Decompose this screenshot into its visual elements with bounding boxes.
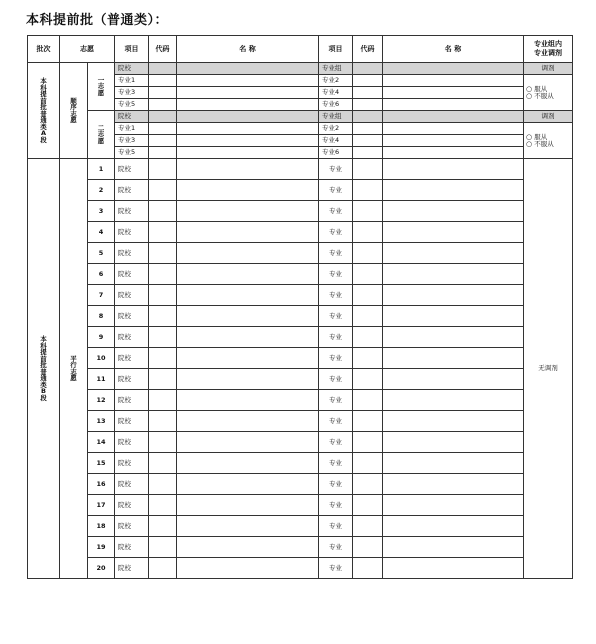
school-code-input[interactable] [149,327,177,348]
not-obey-label: 不服从 [534,91,554,100]
row-number: 14 [88,432,115,453]
volunteer-order-label-char: 愿 [97,136,105,145]
school-name-input[interactable] [177,411,319,432]
major-code-input[interactable] [149,147,177,159]
batch-label-b-char: 通 [40,374,47,382]
batch-label-b-char: 科 [40,341,47,350]
parallel-row [28,348,573,369]
row-number: 3 [88,201,115,222]
school-label: 院校 [115,348,149,369]
volunteer-order-label-char: 志 [97,130,105,139]
row-number: 7 [88,285,115,306]
row-number: 13 [88,411,115,432]
school-name-input[interactable] [177,243,319,264]
school-name-input[interactable] [177,201,319,222]
row-number: 16 [88,474,115,495]
mode-label-sequential-char: 顺 [70,96,77,105]
major-code-input[interactable] [353,159,383,180]
row-number: 9 [88,327,115,348]
major-name-input[interactable] [383,369,524,390]
batch-label-b-char: 类 [40,380,47,389]
major-code-input[interactable] [353,75,383,87]
major-label: 专业 [319,264,353,285]
major-code-input[interactable] [353,558,383,579]
parallel-row [28,558,573,579]
major-name-input[interactable] [383,453,524,474]
school-name-input[interactable] [177,390,319,411]
row-number: 15 [88,453,115,474]
major-label: 专业3 [115,87,149,99]
batch-label-b-char: 批 [40,361,47,369]
major-code-input[interactable] [353,243,383,264]
adjust-title: 调剂 [524,63,573,75]
row-number: 6 [88,264,115,285]
major-code-input[interactable] [353,201,383,222]
school-code-input[interactable] [149,432,177,453]
major-label: 专业 [319,453,353,474]
mode-label-parallel [60,159,88,579]
major-label: 专业 [319,222,353,243]
batch-label-b-char: B [41,387,46,395]
major-name-input[interactable] [383,99,524,111]
batch-label-a-char: 普 [40,109,47,118]
school-name-input[interactable] [177,180,319,201]
header-batch: 批次 [28,36,60,63]
header-code-right: 代码 [353,36,383,63]
volunteer-order-label-char: 二 [97,123,105,132]
segment-b [28,159,573,579]
school-name-input[interactable] [177,159,319,180]
school-code-input[interactable] [149,411,177,432]
school-name-input[interactable] [177,453,319,474]
major-name-input[interactable] [383,537,524,558]
major-code-input[interactable] [353,180,383,201]
major-code-input[interactable] [353,222,383,243]
major-name-input[interactable] [383,306,524,327]
school-label: 院校 [115,306,149,327]
major-label: 专业 [319,558,353,579]
parallel-row [28,369,573,390]
major-group-name-input[interactable] [383,63,524,75]
school-name-input[interactable] [177,369,319,390]
major-label: 专业 [319,348,353,369]
major-label: 专业 [319,327,353,348]
major-code-input[interactable] [149,75,177,87]
parallel-row [28,516,573,537]
form-title: 本科提前批（普通类）： [26,13,169,28]
major-group-label: 专业组 [319,111,353,123]
no-adjust-note: 无调剂 [524,159,573,579]
mode-label-parallel-char: 愿 [70,374,77,382]
header-adjust [524,36,573,63]
parallel-row [28,159,573,180]
header-code-left: 代码 [149,36,177,63]
major-code-input[interactable] [353,87,383,99]
row-number: 19 [88,537,115,558]
parallel-row [28,264,573,285]
major-name-input[interactable] [383,243,524,264]
school-code-input[interactable] [149,306,177,327]
school-code-input[interactable] [149,264,177,285]
row-number: 11 [88,369,115,390]
mode-label-sequential-char: 愿 [70,116,77,124]
major-code-input[interactable] [353,390,383,411]
parallel-row [28,411,573,432]
volunteer-group-row [28,63,573,75]
row-number: 1 [88,159,115,180]
major-name-input[interactable] [177,99,319,111]
school-label: 院校 [115,111,149,123]
parallel-row [28,474,573,495]
major-code-input[interactable] [353,537,383,558]
major-group-code-input[interactable] [353,63,383,75]
batch-label-a [28,63,60,159]
major-code-input[interactable] [149,87,177,99]
row-number: 8 [88,306,115,327]
header-adjust-line1: 专业组内 [534,40,562,49]
header-name-right: 名 称 [383,36,524,63]
school-name-input[interactable] [177,516,319,537]
major-name-input[interactable] [383,222,524,243]
batch-label-a-char: 提 [40,90,47,98]
row-number: 5 [88,243,115,264]
major-label: 专业 [319,474,353,495]
major-name-input[interactable] [383,390,524,411]
school-code-input[interactable] [149,111,177,123]
header-row [28,36,573,63]
parallel-row [28,327,573,348]
batch-label-a-char: 段 [40,135,47,144]
major-label: 专业 [319,411,353,432]
mode-label-sequential [60,63,88,159]
major-code-input[interactable] [353,147,383,159]
parallel-row [28,222,573,243]
major-label: 专业 [319,285,353,306]
school-code-input[interactable] [149,222,177,243]
school-name-input[interactable] [177,111,319,123]
batch-label-b-char: 前 [40,354,47,363]
major-name-input[interactable] [383,180,524,201]
school-code-input[interactable] [149,495,177,516]
school-label: 院校 [115,411,149,432]
batch-label-b-char: 普 [40,367,47,376]
adjust-options [524,75,573,111]
major-name-input[interactable] [383,474,524,495]
header-volunteer: 志愿 [60,36,115,63]
school-name-input[interactable] [177,558,319,579]
radio-circle-icon[interactable]: ○ [526,84,533,93]
header-adjust-line2: 专业调剂 [534,49,562,57]
major-label: 专业 [319,516,353,537]
major-code-input[interactable] [353,99,383,111]
major-code-input[interactable] [353,495,383,516]
school-code-input[interactable] [149,63,177,75]
major-code-input[interactable] [353,474,383,495]
school-name-input[interactable] [177,348,319,369]
header-item-left: 项目 [115,36,149,63]
school-label: 院校 [115,285,149,306]
school-code-input[interactable] [149,243,177,264]
major-name-input[interactable] [383,411,524,432]
school-name-input[interactable] [177,222,319,243]
school-label: 院校 [115,516,149,537]
major-label: 专业 [319,537,353,558]
not-obey-option[interactable] [526,93,570,100]
major-code-input[interactable] [353,516,383,537]
batch-label-a-char: 本 [40,77,47,85]
major-name-input[interactable] [383,264,524,285]
major-label: 专业 [319,306,353,327]
school-code-input[interactable] [149,201,177,222]
batch-label-b-char: 段 [40,393,47,402]
school-code-input[interactable] [149,159,177,180]
major-label: 专业 [319,495,353,516]
school-label: 院校 [115,537,149,558]
batch-label-a-char: 通 [40,116,47,124]
parallel-row [28,390,573,411]
parallel-row [28,495,573,516]
parallel-row [28,285,573,306]
school-label: 院校 [115,327,149,348]
school-label: 院校 [115,432,149,453]
major-label: 专业 [319,201,353,222]
school-code-input[interactable] [149,558,177,579]
school-label: 院校 [115,63,149,75]
volunteer-order-label [88,63,115,111]
major-code-input[interactable] [149,123,177,135]
major-label: 专业6 [319,147,353,159]
school-label: 院校 [115,390,149,411]
parallel-row [28,243,573,264]
school-name-input[interactable] [177,285,319,306]
major-name-input[interactable] [383,201,524,222]
mode-label-sequential-char: 志 [70,109,77,118]
major-code-input[interactable] [353,411,383,432]
major-name-input[interactable] [177,123,319,135]
major-name-input[interactable] [383,147,524,159]
header-item-right: 项目 [319,36,353,63]
major-label: 专业3 [115,135,149,147]
volunteer-order-label-char: 一 [97,75,105,84]
major-label: 专业 [319,159,353,180]
major-code-input[interactable] [353,285,383,306]
batch-label-a-char: 科 [40,83,47,92]
school-code-input[interactable] [149,390,177,411]
major-name-input[interactable] [383,87,524,99]
school-code-input[interactable] [149,453,177,474]
school-code-input[interactable] [149,516,177,537]
major-name-input[interactable] [177,135,319,147]
application-form-table [27,35,573,579]
adjust-title: 调剂 [524,111,573,123]
major-code-input[interactable] [353,306,383,327]
major-code-input[interactable] [353,453,383,474]
school-name-input[interactable] [177,327,319,348]
major-group-label: 专业组 [319,63,353,75]
major-name-input[interactable] [383,516,524,537]
volunteer-group-row [28,111,573,123]
major-code-input[interactable] [353,123,383,135]
batch-label-b [28,159,60,579]
major-label: 专业 [319,432,353,453]
parallel-row [28,537,573,558]
major-name-input[interactable] [383,159,524,180]
radio-circle-icon[interactable]: ○ [526,139,533,148]
volunteer-order-label [88,111,115,159]
row-number: 20 [88,558,115,579]
major-label: 专业1 [115,75,149,87]
row-number: 10 [88,348,115,369]
major-label: 专业5 [115,147,149,159]
batch-label-a-char: 批 [40,103,47,111]
parallel-row [28,180,573,201]
school-code-input[interactable] [149,285,177,306]
row-number: 18 [88,516,115,537]
major-name-input[interactable] [383,285,524,306]
school-label: 院校 [115,159,149,180]
major-name-input[interactable] [383,495,524,516]
parallel-row [28,453,573,474]
batch-label-a-char: 前 [40,96,47,105]
major-label: 专业 [319,369,353,390]
mode-label-parallel-char: 志 [70,367,77,376]
major-label: 专业1 [115,123,149,135]
major-name-input[interactable] [177,147,319,159]
major-code-input[interactable] [353,135,383,147]
row-number: 17 [88,495,115,516]
major-name-input[interactable] [177,87,319,99]
row-number: 12 [88,390,115,411]
batch-label-b-char: 提 [40,348,47,356]
school-label: 院校 [115,558,149,579]
school-name-input[interactable] [177,537,319,558]
school-name-input[interactable] [177,63,319,75]
mode-label-parallel-char: 行 [70,361,77,369]
school-code-input[interactable] [149,369,177,390]
obey-label: 服从 [534,132,548,141]
mode-label-sequential-char: 序 [70,103,77,111]
school-code-input[interactable] [149,537,177,558]
major-label: 专业2 [319,123,353,135]
school-label: 院校 [115,201,149,222]
mode-label-parallel-char: 平 [70,354,77,363]
not-obey-option[interactable] [526,141,570,148]
school-label: 院校 [115,243,149,264]
major-code-input[interactable] [353,369,383,390]
school-label: 院校 [115,180,149,201]
major-name-input[interactable] [383,432,524,453]
school-name-input[interactable] [177,495,319,516]
school-name-input[interactable] [177,264,319,285]
batch-label-b-char: 本 [40,335,47,343]
major-name-input[interactable] [177,75,319,87]
school-name-input[interactable] [177,474,319,495]
school-code-input[interactable] [149,348,177,369]
batch-label-a-char: A [40,129,47,137]
major-name-input[interactable] [383,123,524,135]
segment-a [28,63,573,159]
major-name-input[interactable] [383,558,524,579]
school-code-input[interactable] [149,474,177,495]
major-label: 专业5 [115,99,149,111]
school-label: 院校 [115,474,149,495]
batch-label-a-char: 类 [40,122,47,131]
major-name-input[interactable] [383,327,524,348]
not-obey-label: 不服从 [534,139,554,148]
school-label: 院校 [115,453,149,474]
major-label: 专业4 [319,135,353,147]
school-label: 院校 [115,264,149,285]
major-code-input[interactable] [149,135,177,147]
volunteer-order-label-char: 志 [97,82,105,91]
major-label: 专业 [319,180,353,201]
radio-circle-icon[interactable]: ○ [526,132,533,141]
school-name-input[interactable] [177,432,319,453]
school-label: 院校 [115,222,149,243]
major-name-input[interactable] [383,75,524,87]
adjust-options [524,123,573,159]
major-code-input[interactable] [353,327,383,348]
major-code-input[interactable] [353,348,383,369]
major-label: 专业4 [319,87,353,99]
major-name-input[interactable] [383,348,524,369]
major-group-name-input[interactable] [383,111,524,123]
major-label: 专业6 [319,99,353,111]
major-code-input[interactable] [353,432,383,453]
row-number: 2 [88,180,115,201]
major-code-input[interactable] [149,99,177,111]
major-label: 专业2 [319,75,353,87]
obey-label: 服从 [534,84,548,93]
school-name-input[interactable] [177,306,319,327]
major-code-input[interactable] [353,264,383,285]
major-label: 专业 [319,243,353,264]
school-label: 院校 [115,495,149,516]
school-code-input[interactable] [149,180,177,201]
parallel-row [28,306,573,327]
parallel-row [28,201,573,222]
major-name-input[interactable] [383,135,524,147]
major-label: 专业 [319,390,353,411]
header-name-left: 名 称 [177,36,319,63]
volunteer-order-label-char: 愿 [97,88,105,97]
major-group-code-input[interactable] [353,111,383,123]
radio-circle-icon[interactable]: ○ [526,91,533,100]
school-label: 院校 [115,369,149,390]
parallel-row [28,432,573,453]
row-number: 4 [88,222,115,243]
